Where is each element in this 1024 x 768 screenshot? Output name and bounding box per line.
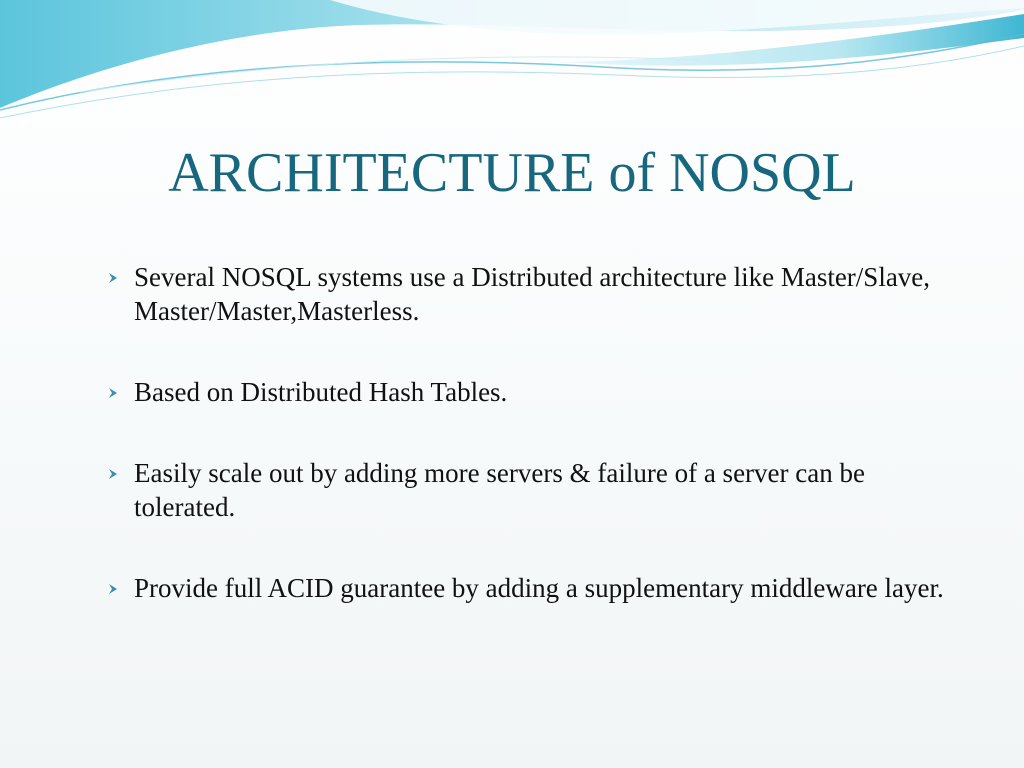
chevron-right-icon (106, 271, 120, 285)
bullet-text: Easily scale out by adding more servers & failure of a server can be tolerated. (134, 458, 865, 522)
list-item (106, 375, 946, 409)
bullet-text: Several NOSQL systems use a Distributed architecture like Master/Slave, Master/Master,Masterless. (134, 262, 931, 326)
slide-title: ARCHITECTURE of NOSQL (168, 142, 856, 204)
list-item (106, 571, 946, 605)
bullet-text: Provide full ACID guarantee by adding a supplementary middleware layer. (134, 573, 944, 603)
bullet-list (106, 260, 946, 652)
list-item (106, 260, 946, 328)
chevron-right-icon (106, 386, 120, 400)
bullet-text: Based on Distributed Hash Tables. (134, 377, 508, 407)
decorative-wave-banner (0, 0, 1024, 130)
chevron-right-icon (106, 582, 120, 596)
list-item (106, 456, 946, 524)
chevron-right-icon (106, 467, 120, 481)
